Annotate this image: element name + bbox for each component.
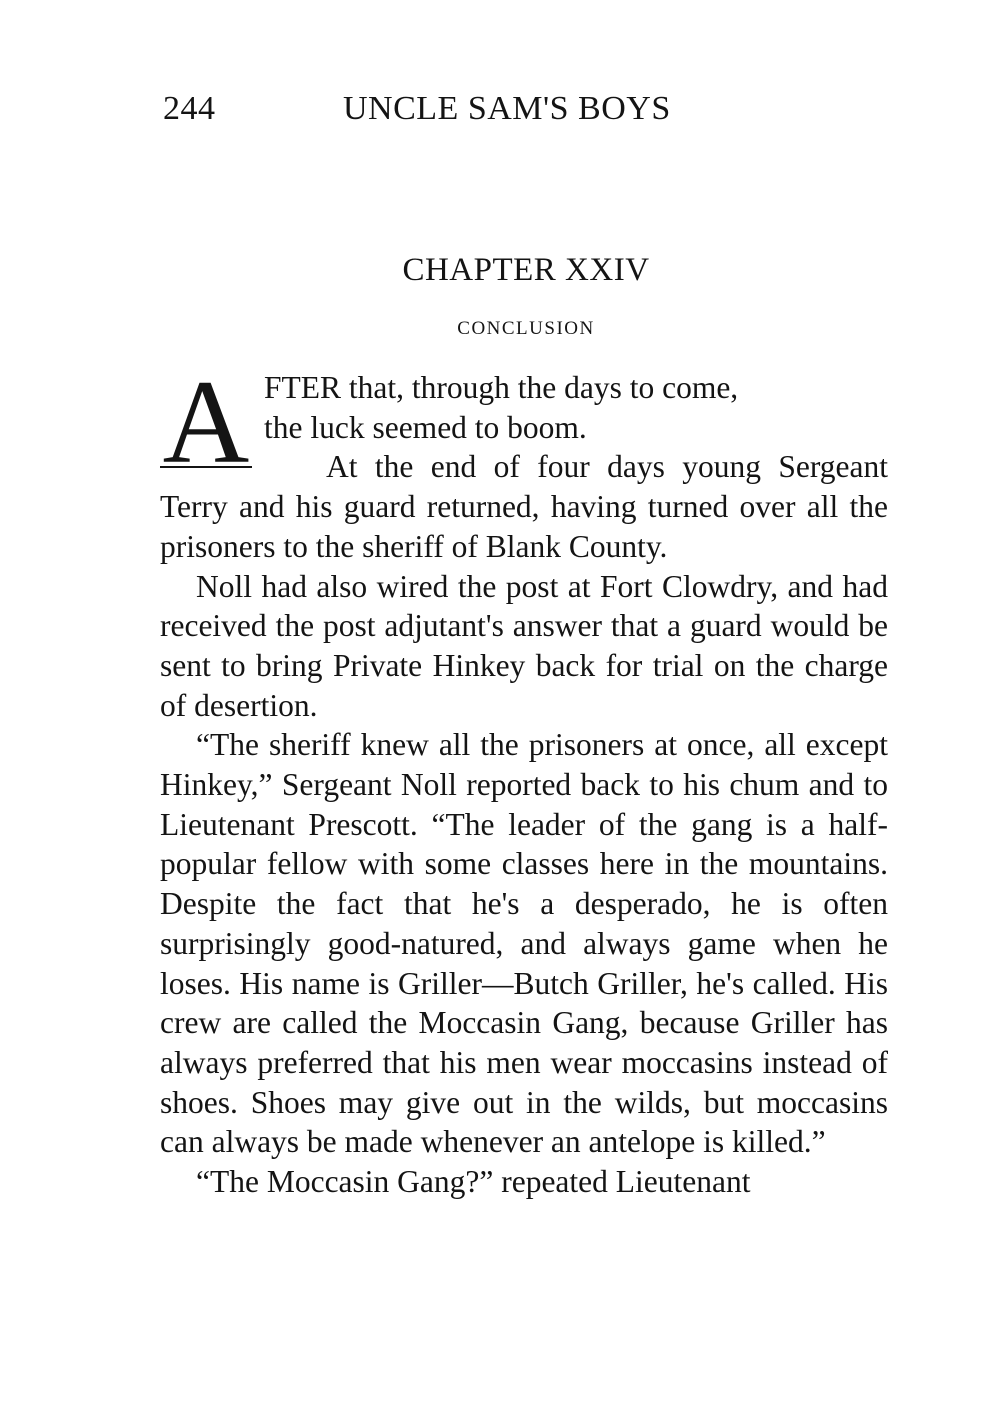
- running-head: [163, 90, 723, 130]
- body-text: [160, 355, 888, 1202]
- page-number: 244: [163, 90, 216, 127]
- paragraph-3: Noll had also wired the post at Fort Clowdry, and had received the post adjutant's answer that a guard would be sent to bring Private Hinkey back for trial on the charge of desertion.: [160, 568, 888, 723]
- paragraph-4: “The sheriff knew all the prisoners at once, all except Hinkey,” Sergeant Noll reported back to his chum and to Lieutenant Prescott. “The leader of the gang is a half-popular fellow with some classes here in the mountains. Despite the fact that he's a desperado, he is often surprisingly good-natured, and always game when he loses. His name is Griller—Butch Griller, he's called. His crew are called the Moccasin Gang, because Griller has always preferred that his men wear moccasins instead of shoes. Shoes may give out in the wilds, but moccasins can always be made whenever an antelope is killed.”: [160, 727, 888, 1160]
- paragraph-1: [160, 368, 888, 447]
- chapter-heading: CHAPTER XXIV: [402, 252, 650, 288]
- drop-cap: A: [160, 374, 252, 468]
- paragraph-2: At the end of four days young Sergeant Terry and his guard returned, having turned over all the prisoners to the sheriff of Blank County.: [160, 449, 888, 564]
- chapter-subtitle: CONCLUSION: [457, 318, 595, 339]
- book-title: UNCLE SAM'S BOYS: [343, 90, 671, 127]
- paragraph-1-line-2: the luck seemed to boom.: [264, 409, 587, 445]
- paragraph-1-line-1: FTER that, through the days to come,: [264, 370, 739, 405]
- paragraph-5: “The Moccasin Gang?” repeated Lieutenant: [196, 1164, 751, 1200]
